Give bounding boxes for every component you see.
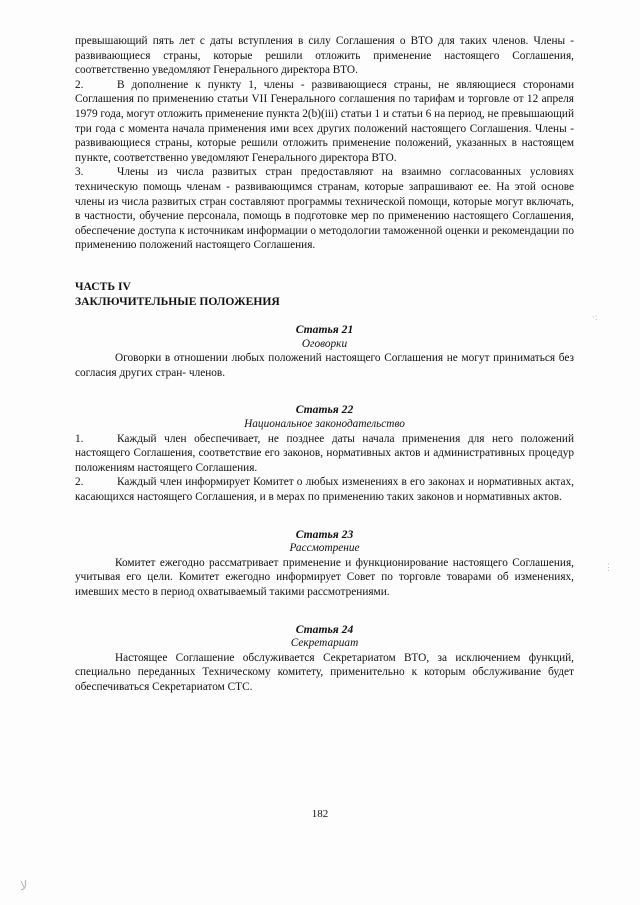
scan-pen-mark: ﻻ	[20, 878, 28, 893]
article-24-text: Настоящее Соглашение обслуживается Секретариатом ВТО, за исключением функций, специально переданных Техническому комитету, применительно к которым обслуживание будет обеспечиваться Секретариатом СТС.	[75, 651, 574, 693]
paragraph-text: В дополнение к пункту 1, члены - развивающиеся страны, не являющиеся сторонами Соглашения по применению статьи VII Генерального соглашения по тарифам и торговле от 12 апреля 1979 года, могут отложить применение пункта 2(b)(iii) статьи 1 и статьи 6 на период, не превышающий три года с момента начала применения ими всех других положений настоящего Соглашения. Члены - развивающиеся страны, которые решили отложить применение положений, указанных в настоящем пункте, соответственно уведомляют Генерального директора ВТО.	[75, 78, 574, 164]
article-21-subtitle: Оговорки	[301, 337, 348, 350]
page-number: 182	[311, 808, 329, 820]
part-number: ЧАСТЬ IV	[75, 279, 131, 293]
article-23-title: Статья 23	[295, 527, 354, 541]
article-24-subtitle: Секретариат	[290, 637, 359, 650]
article-24-title: Статья 24	[295, 622, 354, 636]
article-22-paragraph-1	[75, 432, 574, 476]
part-heading	[75, 280, 574, 309]
paragraph-number: 3.	[75, 166, 84, 179]
article-22-subtitle: Национальное законодательство	[244, 418, 405, 431]
paragraph-text: Члены из числа развитых стран предоставляют на взаимно согласованных условиях техническую помощь членам - развивающимся странам, которые запрашивают ее. На этой основе члены из числа развитых стран составляют программы технической помощи, которые могут включать, в частности, обучение персонала, помощь в подготовке мер по применению настоящего Соглашения, обеспечение доступа к источникам информации о методологии таможенной оценки и рекомендации по применению положений настоящего Соглашения.	[75, 166, 574, 252]
intro-paragraph-1: превышающий пять лет с даты вступления в силу Соглашения о ВТО для таких членов. Члены - развивающиеся страны, которые решили отложить применение настоящего Соглашения, соответственно уведомляют Генерального директора ВТО.	[75, 35, 574, 77]
intro-paragraph-2	[75, 78, 574, 166]
article-22-paragraph-2	[75, 475, 574, 504]
page-body	[75, 34, 574, 695]
article-23-subtitle: Рассмотрение	[289, 542, 360, 555]
paragraph-number: 2.	[75, 78, 84, 91]
intro-paragraph-3	[75, 165, 574, 253]
scan-speck: ⋮	[604, 562, 613, 572]
article-21-text: Оговорки в отношении любых положений настоящего Соглашения не могут приниматься без согласия других стран- членов.	[75, 352, 574, 379]
article-22-title: Статья 22	[295, 403, 354, 417]
article-23-text: Комитет ежегодно рассматривает применение и функционирование настоящего Соглашения, учитывая его цели. Комитет ежегодно информирует Совет по торговле товарами об изменениях, имевших место в период охватываемый такими рассмотрениями.	[75, 556, 574, 598]
paragraph-number: 1.	[75, 432, 84, 445]
article-21-title: Статья 21	[295, 323, 354, 337]
scan-speck: ·:	[592, 312, 598, 322]
paragraph-text: Каждый член обеспечивает, не позднее даты начала применения для него положений настоящего Соглашения, соответствие его законов, нормативных актов и административных процедур положениям настоящего Соглашения.	[75, 432, 574, 474]
paragraph-number: 2.	[75, 476, 84, 489]
paragraph-text: Каждый член информирует Комитет о любых изменениях в его законах и нормативных актах, касающихся настоящего Соглашения, и в мерах по применению таких законов и нормативных актов.	[75, 476, 574, 504]
part-title: ЗАКЛЮЧИТЕЛЬНЫЕ ПОЛОЖЕНИЯ	[75, 294, 280, 308]
